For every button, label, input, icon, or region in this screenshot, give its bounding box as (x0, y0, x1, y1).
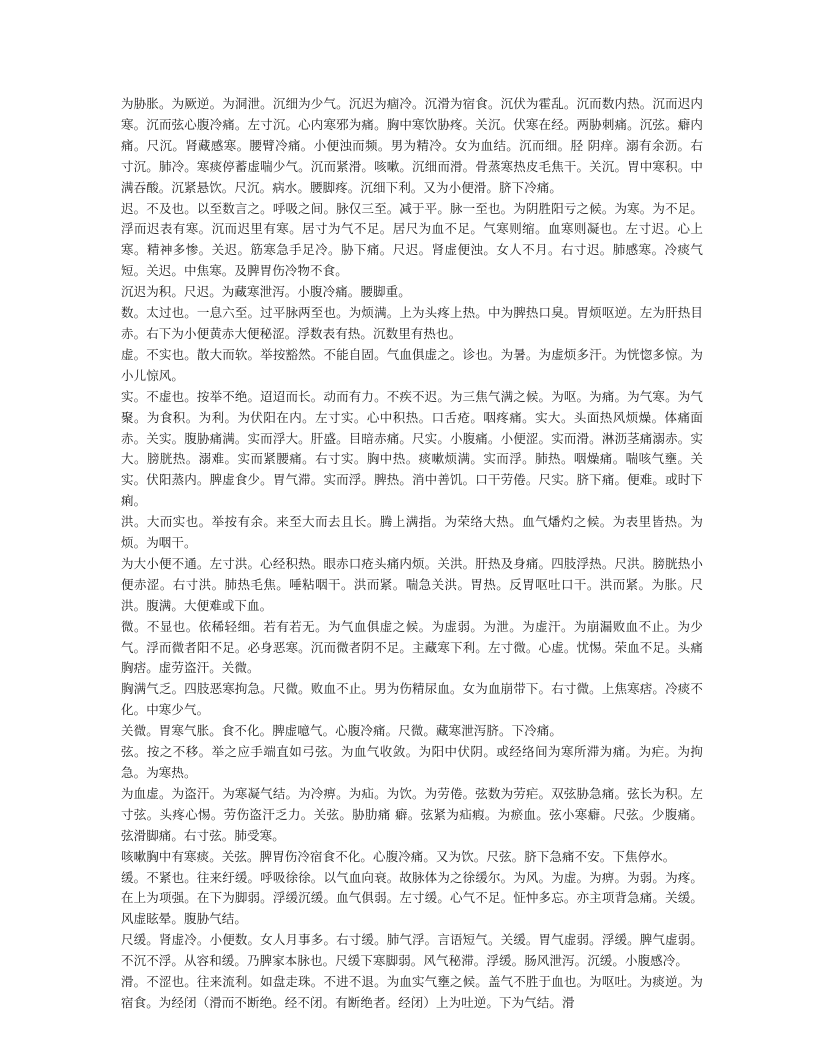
paragraph-xu-pulse: 虚。不实也。散大而软。举按豁然。不能自固。气血俱虚之。诊也。为暑。为虚烦多汗。为恍惚多惊。为小儿惊风。 (121, 346, 703, 383)
paragraph-wei-pulse: 微。不显也。依稀轻细。若有若无。为气血俱虚之候。为虚弱。为泄。为虚汗。为崩漏败血不止。为少气。浮而微者阳不足。必身恶寒。沉而微者阴不足。主藏寒下利。左寸微。心虚。忧惕。荣血不足。头痛胸痞。虚劳盗汗。关微。 (121, 618, 703, 676)
paragraph-huan-chi: 尺缓。肾虚冷。小便数。女人月事多。右寸缓。肺气浮。言语短气。关缓。胃气虚弱。浮缓。脾气虚弱。不沉不浮。从容和缓。乃脾家本脉也。尺缓下寒脚弱。风气秘滞。浮缓。肠风泄泻。沉缓。小腹感冷。 (121, 932, 703, 969)
paragraph-shi-pulse: 实。不虚也。按举不绝。迢迢而长。动而有力。不疾不迟。为三焦气满之候。为呕。为痛。为气寒。为气聚。为食积。为利。为伏阳在内。左寸实。心中积热。口舌疮。咽疼痛。实大。头面热风烦燥。体痛面赤。关实。腹胁痛满。实而浮大。肝盛。目暗赤痛。尺实。小腹痛。小便涩。实而滑。淋沥茎痛溺赤。实大。膀胱热。溺难。实而紧腰痛。右寸实。胸中热。痰嗽烦满。实而浮。肺热。咽燥痛。喘咳气壅。关实。伏阳蒸内。脾虚食少。胃气滞。实而浮。脾热。消中善饥。口干劳倦。尺实。脐下痛。便难。或时下痢。 (121, 388, 703, 509)
paragraph-wei-chest: 胸满气乏。四肢恶寒拘急。尺微。败血不止。男为伤精尿血。女为血崩带下。右寸微。上焦寒痞。冷痰不化。中寒少气。 (121, 681, 703, 718)
paragraph-xian-pulse: 弦。按之不移。举之应手端直如弓弦。为血气收敛。为阳中伏阴。或经络间为寒所滞为痛。为疟。为拘急。为寒热。 (121, 744, 703, 780)
paragraph-chen-pulse: 为胁胀。为厥逆。为洞泄。沉细为少气。沉迟为痼冷。沉滑为宿食。沉伏为霍乱。沉而数内热。沉而迟内寒。沉而弦心腹冷痛。左寸沉。心内寒邪为痛。胸中寒饮胁疼。关沉。伏寒在经。两胁刺痛。沉弦。癖内痛。尺沉。肾藏感寒。腰臂冷痛。小便浊而频。男为精冷。女为血结。沉而细。胫 阴痒。溺有余沥。右寸沉。肺冷。寒痰停蓄虚喘少气。沉而紧滑。咳嗽。沉细而滑。骨蒸寒热皮毛焦干。关沉。胃中寒积。中满吞酸。沉紧悬饮。尺沉。病水。腰脚疼。沉细下利。又为小便滑。脐下冷痛。 (121, 96, 703, 195)
document-page (121, 94, 703, 1014)
paragraph-xian-detail: 为血虚。为盗汗。为寒凝气结。为冷痹。为疝。为饮。为劳倦。弦数为劳疟。双弦胁急痛。弦长为积。左寸弦。头疼心惕。劳伤盗汗乏力。关弦。胁肋痛 癖。弦紧为疝瘕。为瘀血。弦小寒癖。尺弦。少腹痛。弦滑脚痛。右寸弦。肺受寒。 (121, 785, 703, 843)
paragraph-hua-pulse: 滑。不涩也。往来流利。如盘走珠。不进不退。为血实气壅之候。盖气不胜于血也。为呕吐。为痰逆。为宿食。为经闭（滑而不断绝。经不闭。有断绝者。经闭）上为吐逆。下为气结。滑 (121, 974, 703, 1010)
paragraph-chen-chi: 沉迟为积。尺迟。为藏寒泄泻。小腹冷痛。腰脚重。 (121, 284, 411, 300)
paragraph-shuo-pulse: 数。太过也。一息六至。过平脉两至也。为烦满。上为头疼上热。中为脾热口臭。胃烦呕逆。左为肝热目赤。右下为小便黄赤大便秘涩。浮数表有热。沉数里有热也。 (121, 305, 703, 341)
paragraph-hong-detail: 为大小便不通。左寸洪。心经积热。眼赤口疮头痛内烦。关洪。肝热及身痛。四肢浮热。尺洪。膀胱热小便赤涩。右寸洪。肺热毛焦。唾粘咽干。洪而紧。喘急关洪。胃热。反胃呕吐口干。洪而紧。为胀。尺洪。腹满。大便难或下血。 (121, 555, 703, 613)
paragraph-hong-pulse: 洪。大而实也。举按有余。来至大而去且长。腾上满指。为荣络大热。血气燔灼之候。为表里皆热。为烦。为咽干。 (121, 514, 703, 551)
paragraph-chi-pulse: 迟。不及也。以至数言之。呼吸之间。脉仅三至。减于平。脉一至也。为阴胜阳亏之候。为寒。为不足。浮而迟表有寒。沉而迟里有寒。居寸为气不足。居尺为血不足。气寒则缩。血寒则凝也。左寸迟。心上寒。精神多惨。关迟。筋寒急手足冷。胁下痛。尺迟。肾虚便浊。女人不月。右寸迟。肺感寒。冷痰气短。关迟。中焦寒。及脾胃伤冷物不食。 (121, 200, 703, 279)
paragraph-wei-guan: 关微。胃寒气胀。食不化。脾虚噫气。心腹冷痛。尺微。藏寒泄泻脐。下冷痛。 (121, 723, 563, 739)
paragraph-xian-cough: 咳嗽胸中有寒痰。关弦。脾胃伤冷宿食不化。心腹冷痛。又为饮。尺弦。脐下急痛不安。下焦停水。 (121, 848, 676, 864)
paragraph-huan-pulse: 缓。不紧也。往来纡缓。呼吸徐徐。以气血向衰。故脉体为之徐缓尔。为风。为虚。为痹。为弱。为疼。在上为项强。在下为脚弱。浮缓沉缓。血气俱弱。左寸缓。心气不足。怔忡多忘。亦主项背急痛。关缓。风虚眩晕。腹胁气结。 (121, 869, 703, 927)
